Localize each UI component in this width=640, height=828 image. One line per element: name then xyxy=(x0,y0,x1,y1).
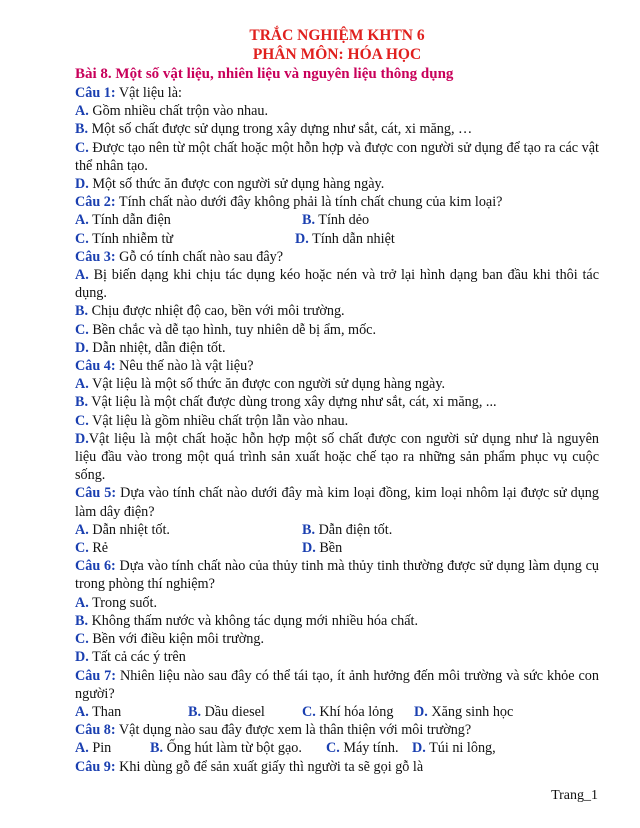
option-8d: D. Túi ni lông, xyxy=(412,740,496,757)
options-row-2cd xyxy=(75,230,599,248)
question-label: Câu 1: xyxy=(75,85,116,101)
option-1a: A. Gồm nhiều chất trộn vào nhau. xyxy=(75,103,269,120)
option-4d: D.Vật liệu là một chất hoặc hỗn hợp một số chất được con người sử dụng như là nguyên liệu đầu vào trong một quá trình sản xuất hoặc chế tạo ra những sản phẩm phục vụ cuộc sống. xyxy=(75,430,599,484)
option-3c: C. Bền chắc và dễ tạo hình, tuy nhiên dễ bị ẩm, mốc. xyxy=(75,321,377,338)
document-page xyxy=(75,26,599,776)
option-7a: A. Than xyxy=(75,703,122,720)
option-5d: D. Bền xyxy=(302,540,343,557)
option-6c: C. Bền với điều kiện môi trường. xyxy=(75,631,264,648)
option-8b: B. Ống hút làm từ bột gạo. xyxy=(150,740,302,757)
question-7: Câu 7: Nhiên liệu nào sau đây có thể tái tạo, ít ảnh hưởng đến môi trường và sức khỏe con người? xyxy=(75,667,599,702)
question-4: Câu 4: Nêu thế nào là vật liệu? xyxy=(75,358,254,375)
option-3d: D. Dẫn nhiệt, dẫn điện tốt. xyxy=(75,339,226,356)
option-8a: A. Pin xyxy=(75,740,112,757)
options-row-5ab xyxy=(75,521,599,539)
page-number: Trang_1 xyxy=(551,788,598,803)
option-2a: A. Tính dẫn điện xyxy=(75,212,171,229)
option-3b: B. Chịu được nhiệt độ cao, bền với môi trường. xyxy=(75,303,345,320)
option-5b: B. Dẫn điện tốt. xyxy=(302,521,393,538)
option-2b: B. Tính dẻo xyxy=(302,212,370,229)
document-subtitle: PHÂN MÔN: HÓA HỌC xyxy=(252,46,422,63)
option-7d: D. Xăng sinh học xyxy=(414,703,514,720)
option-2d: D. Tính dẫn nhiệt xyxy=(295,230,395,247)
option-5a: A. Dẫn nhiệt tốt. xyxy=(75,521,170,538)
option-3a: A. Bị biến dạng khi chịu tác dụng kéo hoặc nén và trở lại hình dạng ban đầu khi thôi tác dụng. xyxy=(75,267,599,302)
option-6a: A. Trong suốt. xyxy=(75,594,158,611)
option-7c: C. Khí hóa lỏng xyxy=(302,703,394,720)
question-3: Câu 3: Gỗ có tính chất nào sau đây? xyxy=(75,248,284,265)
option-2c: C. Tính nhiễm từ xyxy=(75,230,174,247)
option-8c: C. Máy tính. xyxy=(326,740,399,757)
option-4c: C. Vật liệu là gồm nhiều chất trộn lẫn vào nhau. xyxy=(75,412,349,429)
question-9: Câu 9: Khi dùng gỗ để sản xuất giấy thì người ta sẽ gọi gỗ là xyxy=(75,758,424,775)
option-4b: B. Vật liệu là một chất được dùng trong xây dựng như sắt, cát, xi măng, ... xyxy=(75,394,497,411)
option-1b: B. Một số chất được sử dụng trong xây dựng như sắt, cát, xi măng, … xyxy=(75,121,473,138)
option-7b: B. Dầu diesel xyxy=(188,703,265,720)
question-text: Vật liệu là: xyxy=(115,85,182,101)
question-1 xyxy=(75,84,599,102)
option-1d: D. Một số thức ăn được con người sử dụng hàng ngày. xyxy=(75,176,385,193)
options-row-5cd xyxy=(75,539,599,557)
options-row-2ab xyxy=(75,211,599,229)
question-8: Câu 8: Vật dụng nào sau đây được xem là thân thiện với môi trường? xyxy=(75,722,472,739)
option-1c: C. Được tạo nên từ một chất hoặc một hỗn hợp và được con người sử dụng để tạo ra các vật thể nhân tạo. xyxy=(75,139,599,174)
options-row-7 xyxy=(75,703,599,721)
question-2: Câu 2: Tính chất nào dưới đây không phải là tính chất chung của kim loại? xyxy=(75,194,503,211)
option-4a: A. Vật liệu là một số thức ăn được con người sử dụng hàng ngày. xyxy=(75,376,446,393)
lesson-heading: Bài 8. Một số vật liệu, nhiên liệu và nguyên liệu thông dụng xyxy=(75,66,454,82)
question-6: Câu 6: Dựa vào tính chất nào của thủy tinh mà thủy tinh thường được sử dụng làm dụng cụ trong phòng thí nghiệm? xyxy=(75,558,599,593)
options-row-8 xyxy=(75,739,599,757)
question-5: Câu 5: Dựa vào tính chất nào dưới đây mà kim loại đồng, kim loại nhôm lại được sử dụng làm dây điện? xyxy=(75,485,599,520)
option-6d: D. Tất cả các ý trên xyxy=(75,649,186,666)
option-6b: B. Không thấm nước và không tác dụng mới nhiều hóa chất. xyxy=(75,612,419,629)
document-title: TRẮC NGHIỆM KHTN 6 xyxy=(249,27,425,44)
option-5c: C. Rẻ xyxy=(75,540,109,557)
